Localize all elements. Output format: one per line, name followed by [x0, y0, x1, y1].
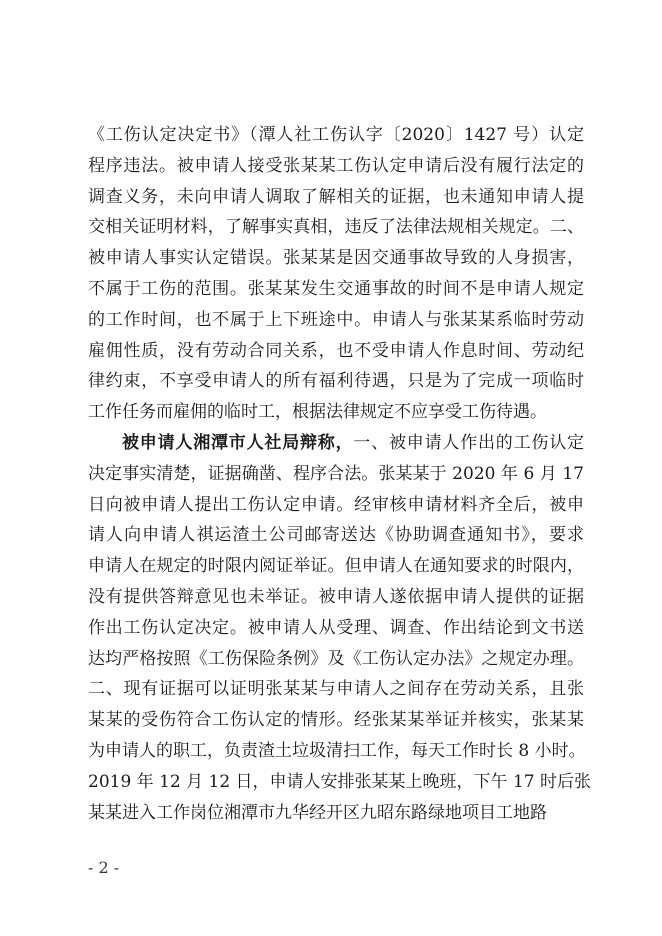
paragraph-2-line: 为申请人的职工，负责渣土垃圾清扫工作，每天工作时长 8 小时。 [88, 740, 586, 761]
paragraph-1-line: 的工作时间，也不属于上下班途中。申请人与张某某系临时劳动 [88, 309, 584, 330]
paragraph-1-line: 调查义务，未向申请人调取了解相关的证据，也未通知申请人提 [88, 186, 584, 207]
paragraph-2-line: 日向被申请人提出工伤认定申请。经审核申请材料齐全后，被申 [88, 494, 584, 515]
paragraph-1-line: 交相关证明材料，了解事实真相，违反了法律法规相关规定。二、 [88, 217, 584, 238]
paragraph-2-line: 某某的受伤符合工伤认定的情形。经张某某举证并核实，张某某 [88, 710, 584, 731]
paragraph-2-line: 某某进入工作岗位湘潭市九华经开区九昭东路绿地项目工地路 [88, 802, 547, 823]
paragraph-1-line: 工作任务而雇佣的临时工，根据法律规定不应享受工伤待遇。 [88, 402, 547, 423]
paragraph-1-line: 被申请人事实认定错误。张某某是因交通事故导致的人身损害， [88, 248, 584, 269]
paragraph-1-line: 雇佣性质，没有劳动合同关系，也不受申请人作息时间、劳动纪 [88, 340, 584, 361]
paragraph-2-line: 2019 年 12 月 12 日，申请人安排张某某上晚班，下午 17 时后张 [88, 771, 591, 792]
paragraph-2-line: 决定事实清楚，证据确凿、程序合法。张某某于 2020 年 6 月 17 [88, 463, 584, 484]
paragraph-1-line: 不属于工伤的范围。张某某发生交通事故的时间不是申请人规定 [88, 278, 584, 299]
paragraph-1-line: 律约束，不享受申请人的所有福利待遇，只是为了完成一项临时 [88, 371, 584, 392]
paragraph-2-line: 没有提供答辩意见也未举证。被申请人遂依据申请人提供的证据 [88, 586, 584, 607]
paragraph-2-line: 请人向申请人祺运渣土公司邮寄送达《协助调查通知书》，要求 [88, 525, 584, 546]
paragraph-2-first-line [88, 428, 584, 459]
paragraph-2-first-rest: 一、被申请人作出的工伤认定 [353, 432, 585, 453]
body-text [88, 120, 591, 828]
paragraph-2-line: 申请人在规定的时限内阅证举证。但申请人在通知要求的时限内， [88, 556, 584, 577]
paragraph-2-line: 达均严格按照《工伤保险条例》及《工伤认定办法》之规定办理。 [88, 648, 584, 669]
paragraph-1-line: 程序违法。被申请人接受张某某工伤认定申请后没有履行法定的 [88, 155, 584, 176]
paragraph-2-line: 作出工伤认定决定。被申请人从受理、调查、作出结论到文书送 [88, 617, 584, 638]
page-number: - 2 - [88, 858, 120, 877]
paragraph-2-line: 二、现有证据可以证明张某某与申请人之间存在劳动关系，且张 [88, 679, 584, 700]
respondent-lead: 被申请人湘潭市人社局辩称， [122, 432, 354, 453]
paragraph-1-line: 《工伤认定决定书》（潭人社工伤认字〔2020〕1427 号）认定 [88, 125, 584, 145]
